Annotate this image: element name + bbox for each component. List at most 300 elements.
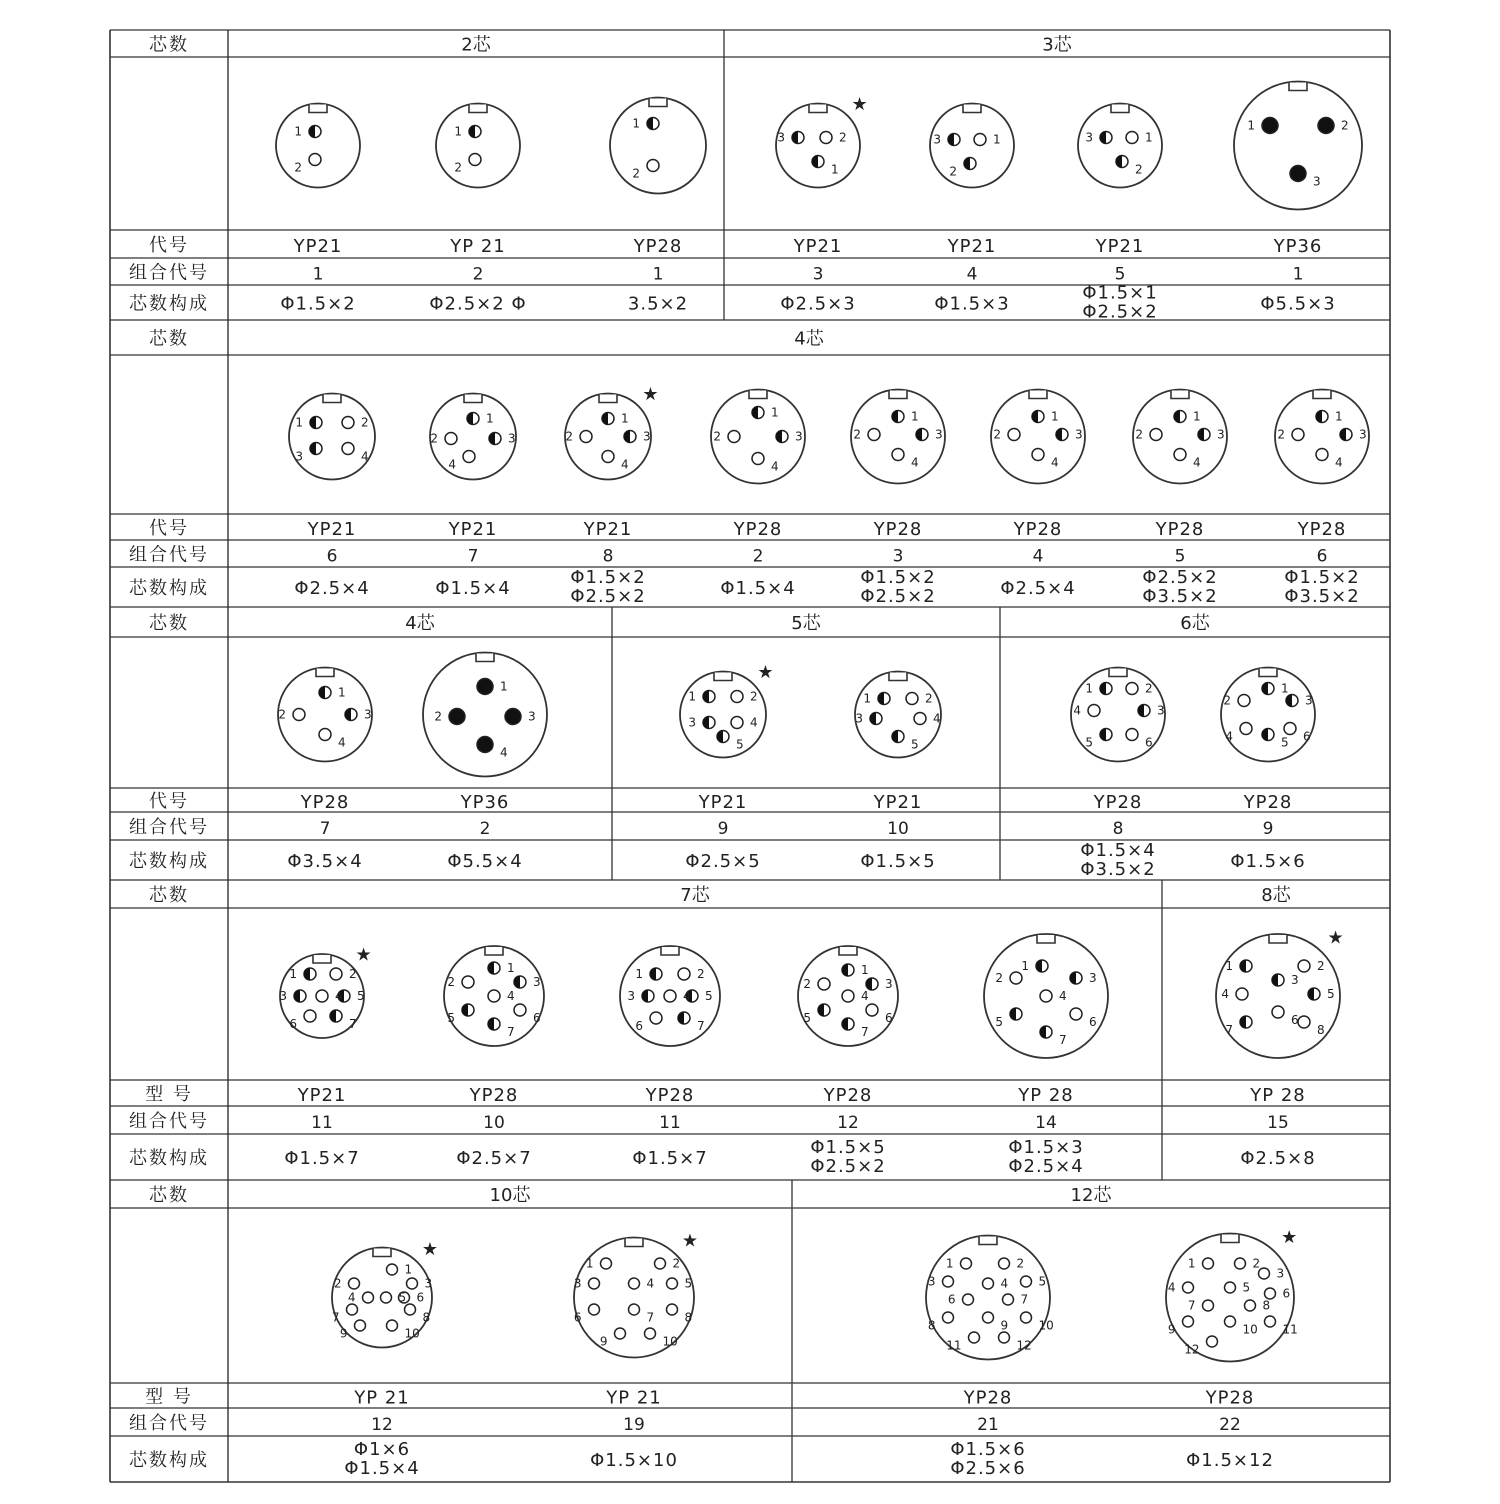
pin-number: 7 bbox=[1187, 1298, 1196, 1313]
pin-contact bbox=[316, 990, 328, 1002]
model-code: YP21 bbox=[448, 519, 498, 540]
pin-contact bbox=[601, 1258, 612, 1269]
connector-outline bbox=[276, 104, 360, 188]
pin-contact bbox=[842, 990, 854, 1002]
pin-contact bbox=[1316, 449, 1328, 461]
group-title: 4芯 bbox=[405, 613, 435, 634]
key-notch bbox=[809, 105, 827, 113]
core-config-value: Φ1.5×12 bbox=[1186, 1450, 1274, 1471]
pin-contact bbox=[342, 443, 354, 455]
connector-diagram bbox=[1221, 668, 1315, 762]
pin-contact bbox=[667, 1278, 678, 1289]
star-mark: ★ bbox=[851, 93, 868, 115]
pin-number: 9 bbox=[599, 1334, 608, 1349]
core-config-value: Φ3.5×2 bbox=[1284, 586, 1360, 607]
pin-number: 10 bbox=[1038, 1318, 1054, 1333]
pin-number: 6 bbox=[1303, 729, 1311, 744]
pin-number: 9 bbox=[1000, 1318, 1009, 1333]
pin-number: 1 bbox=[585, 1256, 594, 1271]
pin-contact bbox=[1183, 1316, 1194, 1327]
pin-number: 2 bbox=[294, 160, 302, 175]
pin-contact bbox=[650, 1012, 662, 1024]
connector-diagram bbox=[276, 104, 360, 188]
star-mark: ★ bbox=[681, 1230, 699, 1252]
pin-number: 7 bbox=[1225, 1023, 1233, 1037]
model-code: YP28 bbox=[1013, 519, 1063, 540]
pin-number: 2 bbox=[349, 967, 357, 981]
star-mark: ★ bbox=[1281, 1227, 1298, 1249]
pin-contact bbox=[407, 1278, 418, 1289]
core-config-value: Φ1.5×4 bbox=[1080, 840, 1156, 861]
pin-contact bbox=[892, 449, 904, 461]
core-config-value: Φ1.5×4 bbox=[720, 578, 796, 599]
core-config-value: Φ2.5×3 bbox=[780, 293, 856, 315]
pin-contact bbox=[1240, 723, 1252, 735]
pin-contact bbox=[462, 976, 474, 988]
model-code: YP 28 bbox=[1250, 1085, 1306, 1106]
pin-number: 4 bbox=[933, 711, 941, 726]
pin-contact bbox=[1272, 1006, 1284, 1018]
pin-contact bbox=[629, 1304, 640, 1315]
pin-contact bbox=[477, 679, 493, 695]
key-notch bbox=[485, 947, 503, 955]
core-config-value: Φ2.5×2 Φ bbox=[429, 293, 527, 315]
pin-number: 7 bbox=[1059, 1033, 1067, 1047]
pin-contact bbox=[580, 431, 592, 443]
pin-contact bbox=[961, 1258, 972, 1269]
label-core-config: 芯数构成 bbox=[129, 578, 209, 599]
pin-contact bbox=[319, 729, 331, 741]
connector-diagram bbox=[798, 946, 898, 1046]
core-config-value: Φ2.5×8 bbox=[1240, 1148, 1316, 1169]
connector-diagram bbox=[1234, 82, 1362, 210]
model-code: YP21 bbox=[1095, 236, 1145, 257]
pin-number: 2 bbox=[1277, 427, 1285, 442]
pin-number: 1 bbox=[635, 967, 643, 981]
label-combo-code: 组合代号 bbox=[129, 262, 209, 284]
model-code: YP36 bbox=[460, 792, 510, 813]
pin-contact bbox=[1207, 1336, 1218, 1347]
label-model: 代号 bbox=[149, 791, 189, 812]
model-code: YP21 bbox=[793, 236, 843, 257]
pin-number: 5 bbox=[447, 1011, 455, 1025]
pin-contact bbox=[645, 1328, 656, 1339]
core-config-value: Φ1.5×2 bbox=[1284, 567, 1360, 588]
pin-number: 2 bbox=[750, 689, 758, 704]
pin-number: 7 bbox=[349, 1017, 357, 1031]
connector-outline bbox=[1078, 104, 1162, 188]
pin-contact bbox=[1259, 1268, 1270, 1279]
label-model: 型 号 bbox=[145, 1386, 193, 1408]
pin-number: 3 bbox=[1085, 130, 1093, 145]
combo-code: 10 bbox=[483, 1113, 505, 1133]
pin-number: 2 bbox=[1145, 681, 1153, 696]
pin-number: 6 bbox=[885, 1011, 893, 1025]
key-notch bbox=[963, 105, 981, 113]
pin-number: 3 bbox=[795, 429, 803, 444]
pin-number: 10 bbox=[662, 1334, 678, 1349]
connector-diagram bbox=[1275, 390, 1369, 484]
pin-contact bbox=[1183, 1282, 1194, 1293]
pin-contact bbox=[1292, 429, 1304, 441]
combo-code: 1 bbox=[312, 264, 324, 285]
pin-contact bbox=[1126, 729, 1138, 741]
core-config-value: Φ2.5×2 bbox=[570, 586, 646, 607]
pin-number: 10 bbox=[404, 1326, 420, 1341]
connector-diagram bbox=[991, 390, 1085, 484]
pin-contact bbox=[866, 1004, 878, 1016]
key-notch bbox=[476, 654, 494, 662]
core-config-value: Φ1.5×2 bbox=[280, 293, 356, 315]
group-title: 7芯 bbox=[680, 885, 710, 906]
pin-number: 11 bbox=[946, 1338, 962, 1353]
pin-number: 3 bbox=[688, 715, 696, 730]
core-config-value: Φ2.5×2 bbox=[1082, 301, 1158, 323]
pin-number: 2 bbox=[672, 1256, 681, 1271]
pin-number: 8 bbox=[1262, 1298, 1271, 1313]
core-config-value: Φ1.5×4 bbox=[344, 1458, 420, 1479]
pin-contact bbox=[1010, 972, 1022, 984]
group-title: 8芯 bbox=[1261, 885, 1291, 906]
pin-number: 4 bbox=[448, 457, 456, 472]
pin-contact bbox=[1225, 1316, 1236, 1327]
star-mark: ★ bbox=[642, 383, 659, 405]
pin-contact bbox=[914, 713, 926, 725]
pin-number: 4 bbox=[347, 1290, 356, 1305]
label-combo-code: 组合代号 bbox=[129, 1413, 209, 1434]
model-code: YP28 bbox=[733, 519, 783, 540]
pin-contact bbox=[1235, 1258, 1246, 1269]
key-notch bbox=[1111, 105, 1129, 113]
connector-diagram bbox=[984, 934, 1108, 1058]
key-notch bbox=[1037, 935, 1055, 943]
pin-number: 10 bbox=[1242, 1322, 1258, 1337]
pin-contact bbox=[1298, 960, 1310, 972]
pin-number: 3 bbox=[777, 130, 785, 145]
model-code: YP21 bbox=[307, 519, 357, 540]
pin-number: 1 bbox=[1225, 959, 1233, 973]
connector-outline bbox=[565, 394, 651, 480]
pin-number: 1 bbox=[688, 689, 696, 704]
core-config-value: Φ5.5×4 bbox=[447, 851, 523, 872]
group-title: 10芯 bbox=[489, 1185, 531, 1206]
pin-number: 8 bbox=[422, 1310, 431, 1325]
core-config-value: Φ3.5×2 bbox=[1142, 586, 1218, 607]
pin-contact bbox=[1245, 1300, 1256, 1311]
pin-contact bbox=[1203, 1258, 1214, 1269]
pin-number: 8 bbox=[1317, 1023, 1325, 1037]
core-config-value: Φ2.5×2 bbox=[860, 586, 936, 607]
pin-number: 3 bbox=[1305, 693, 1313, 708]
pin-number: 2 bbox=[925, 691, 933, 706]
connector-outline bbox=[776, 104, 860, 188]
key-notch bbox=[309, 105, 327, 113]
pin-contact bbox=[342, 417, 354, 429]
core-config-value: Φ2.5×4 bbox=[1000, 578, 1076, 599]
pin-number: 3 bbox=[1217, 427, 1225, 442]
pin-number: 4 bbox=[1221, 987, 1229, 1001]
core-config-value: Φ3.5×2 bbox=[1080, 859, 1156, 880]
model-code: YP28 bbox=[963, 1387, 1013, 1409]
pin-contact bbox=[731, 691, 743, 703]
key-notch bbox=[1171, 391, 1189, 399]
pin-contact bbox=[752, 453, 764, 465]
core-config-value: Φ2.5×2 bbox=[1142, 567, 1218, 588]
connector-diagram bbox=[436, 104, 520, 188]
pin-number: 3 bbox=[1359, 427, 1367, 442]
key-notch bbox=[649, 99, 667, 107]
pin-number: 7 bbox=[1020, 1292, 1029, 1307]
pin-number: 2 bbox=[333, 1276, 342, 1291]
label-core-config: 芯数构成 bbox=[129, 1450, 209, 1471]
pin-number: 8 bbox=[927, 1318, 936, 1333]
label-combo-code: 组合代号 bbox=[129, 1111, 209, 1132]
pin-number: 4 bbox=[771, 459, 779, 474]
pin-number: 6 bbox=[1282, 1286, 1291, 1301]
key-notch bbox=[661, 947, 679, 955]
model-code: YP21 bbox=[873, 792, 923, 813]
pin-contact bbox=[463, 451, 475, 463]
pin-number: 8 bbox=[684, 1310, 693, 1325]
pin-number: 4 bbox=[750, 715, 758, 730]
combo-code: 5 bbox=[1114, 264, 1126, 285]
model-code: YP28 bbox=[633, 236, 683, 257]
model-code: YP21 bbox=[293, 236, 343, 257]
pin-number: 1 bbox=[1085, 681, 1093, 696]
pin-number: 5 bbox=[684, 1276, 693, 1291]
pin-number: 6 bbox=[1089, 1015, 1097, 1029]
combo-code: 5 bbox=[1174, 546, 1186, 567]
key-notch bbox=[1269, 935, 1287, 943]
combo-code: 9 bbox=[717, 819, 729, 839]
pin-contact bbox=[906, 693, 918, 705]
pin-number: 4 bbox=[500, 745, 508, 760]
key-notch bbox=[1289, 83, 1307, 91]
combo-code: 8 bbox=[602, 546, 614, 567]
connector-outline bbox=[991, 390, 1085, 484]
pin-number: 12 bbox=[1184, 1342, 1200, 1357]
connector-diagram bbox=[1133, 390, 1227, 484]
pin-number: 1 bbox=[507, 961, 515, 975]
pin-contact bbox=[347, 1304, 358, 1315]
pin-number: 1 bbox=[945, 1256, 954, 1271]
group-title: 6芯 bbox=[1180, 613, 1210, 634]
key-notch bbox=[625, 1239, 643, 1247]
connector-outline bbox=[436, 104, 520, 188]
pin-number: 3 bbox=[533, 975, 541, 989]
connector-diagram bbox=[289, 394, 375, 480]
pin-number: 12 bbox=[1016, 1338, 1032, 1353]
star-mark: ★ bbox=[355, 944, 372, 966]
pin-contact bbox=[293, 709, 305, 721]
connector-diagram bbox=[851, 390, 945, 484]
pin-contact bbox=[449, 709, 465, 725]
pin-number: 2 bbox=[803, 977, 811, 991]
pin-number: 3 bbox=[1089, 971, 1097, 985]
core-config-value: Φ2.5×5 bbox=[685, 851, 761, 872]
label-model: 型 号 bbox=[145, 1084, 193, 1105]
section-4 bbox=[280, 934, 1340, 1058]
core-config-value: Φ2.5×2 bbox=[810, 1156, 886, 1177]
label-core-count: 芯数 bbox=[149, 1185, 189, 1206]
pin-number: 2 bbox=[434, 709, 442, 724]
pin-contact bbox=[1238, 695, 1250, 707]
star-mark: ★ bbox=[1327, 927, 1344, 949]
pin-number: 5 bbox=[1085, 735, 1093, 750]
pin-number: 2 bbox=[1135, 427, 1143, 442]
pin-contact bbox=[1174, 449, 1186, 461]
combo-code: 8 bbox=[1112, 819, 1124, 839]
connector-outline bbox=[1234, 82, 1362, 210]
pin-number: 2 bbox=[993, 427, 1001, 442]
pin-number: 6 bbox=[573, 1310, 582, 1325]
connector-outline bbox=[278, 668, 372, 762]
pin-number: 3 bbox=[935, 427, 943, 442]
core-config-value: Φ1×6 bbox=[353, 1439, 411, 1460]
model-code: YP28 bbox=[1155, 519, 1205, 540]
key-notch bbox=[323, 395, 341, 403]
pin-contact bbox=[963, 1294, 974, 1305]
pin-contact bbox=[1318, 118, 1334, 134]
key-notch bbox=[839, 947, 857, 955]
pin-number: 3 bbox=[1276, 1266, 1285, 1281]
pin-number: 7 bbox=[646, 1310, 655, 1325]
pin-contact bbox=[1284, 723, 1296, 735]
pin-contact bbox=[330, 968, 342, 980]
pin-number: 4 bbox=[335, 989, 343, 1003]
pin-number: 1 bbox=[289, 967, 297, 981]
pin-number: 3 bbox=[295, 449, 303, 464]
pin-contact bbox=[655, 1258, 666, 1269]
pin-contact bbox=[1032, 449, 1044, 461]
pin-contact bbox=[602, 451, 614, 463]
pin-number: 2 bbox=[697, 967, 705, 981]
core-config-value: Φ1.5×5 bbox=[860, 851, 936, 872]
core-config-value: Φ1.5×7 bbox=[632, 1148, 708, 1169]
label-core-count: 芯数 bbox=[149, 613, 189, 634]
key-notch bbox=[714, 673, 732, 681]
core-config-value: Φ1.5×2 bbox=[570, 567, 646, 588]
pin-number: 5 bbox=[911, 737, 919, 752]
pin-number: 1 bbox=[1247, 118, 1255, 133]
group-title: 4芯 bbox=[794, 328, 824, 350]
pin-contact bbox=[999, 1258, 1010, 1269]
model-code: YP28 bbox=[300, 792, 350, 813]
core-config-value: Φ2.5×4 bbox=[1008, 1156, 1084, 1177]
model-code: YP21 bbox=[698, 792, 748, 813]
pin-number: 4 bbox=[338, 735, 346, 750]
pin-number: 6 bbox=[1145, 735, 1153, 750]
core-config-value: Φ1.5×3 bbox=[1008, 1137, 1084, 1158]
core-config-value: Φ3.5×4 bbox=[287, 851, 363, 872]
key-notch bbox=[373, 1249, 391, 1257]
connector-diagram bbox=[855, 672, 941, 758]
pin-contact bbox=[355, 1320, 366, 1331]
connector-diagram bbox=[1216, 934, 1340, 1058]
key-notch bbox=[1259, 669, 1277, 677]
pin-number: 1 bbox=[861, 963, 869, 977]
pin-contact bbox=[387, 1320, 398, 1331]
key-notch bbox=[889, 673, 907, 681]
pin-number: 3 bbox=[627, 989, 635, 1003]
combo-code: 1 bbox=[1292, 264, 1304, 285]
pin-number: 4 bbox=[1335, 455, 1343, 470]
pin-number: 1 bbox=[911, 409, 919, 424]
label-core-config: 芯数构成 bbox=[129, 851, 209, 872]
pin-number: 5 bbox=[1281, 735, 1289, 750]
pin-number: 4 bbox=[911, 455, 919, 470]
star-mark: ★ bbox=[421, 1239, 439, 1260]
pin-number: 5 bbox=[1038, 1274, 1047, 1289]
pin-contact bbox=[1150, 429, 1162, 441]
pin-contact bbox=[943, 1276, 954, 1287]
pin-number: 1 bbox=[1021, 959, 1029, 973]
pin-number: 1 bbox=[1145, 130, 1153, 145]
combo-code: 1 bbox=[652, 264, 664, 285]
connector-outline bbox=[1221, 668, 1315, 762]
pin-number: 1 bbox=[1281, 681, 1289, 696]
connector-diagram bbox=[930, 104, 1014, 188]
key-notch bbox=[979, 1237, 997, 1245]
pin-number: 2 bbox=[1252, 1256, 1261, 1271]
pin-number: 4 bbox=[1167, 1280, 1176, 1295]
key-notch bbox=[469, 105, 487, 113]
label-core-count: 芯数 bbox=[149, 328, 189, 350]
pin-contact bbox=[381, 1292, 392, 1303]
pin-number: 5 bbox=[995, 1015, 1003, 1029]
pin-number: 9 bbox=[339, 1326, 348, 1341]
connector-outline bbox=[430, 394, 516, 480]
pin-number: 3 bbox=[1075, 427, 1083, 442]
pin-number: 2 bbox=[1341, 118, 1349, 133]
connector-outline bbox=[1275, 390, 1369, 484]
connector-outline bbox=[930, 104, 1014, 188]
pin-number: 7 bbox=[861, 1025, 869, 1039]
pin-contact bbox=[868, 429, 880, 441]
pin-contact bbox=[1021, 1312, 1032, 1323]
pin-number: 4 bbox=[861, 989, 869, 1003]
pin-number: 3 bbox=[279, 989, 287, 1003]
pin-number: 3 bbox=[508, 431, 516, 446]
pin-contact bbox=[1265, 1288, 1276, 1299]
model-code: YP 28 bbox=[1018, 1085, 1074, 1106]
pin-contact bbox=[983, 1278, 994, 1289]
pin-number: 4 bbox=[1225, 729, 1233, 744]
label-core-count: 芯数 bbox=[149, 34, 189, 56]
connector-diagram bbox=[680, 672, 766, 758]
pin-contact bbox=[667, 1304, 678, 1315]
combo-code: 9 bbox=[1262, 819, 1274, 839]
pin-number: 1 bbox=[295, 415, 303, 430]
pin-number: 3 bbox=[573, 1276, 582, 1291]
pin-contact bbox=[363, 1292, 374, 1303]
pin-number: 3 bbox=[1291, 973, 1299, 987]
pin-number: 1 bbox=[294, 124, 302, 139]
pin-number: 5 bbox=[736, 737, 744, 752]
label-core-config: 芯数构成 bbox=[129, 293, 209, 315]
pin-number: 3 bbox=[528, 709, 536, 724]
connector-diagram bbox=[444, 946, 544, 1046]
connector-diagram bbox=[1078, 104, 1162, 188]
pin-contact bbox=[1070, 1008, 1082, 1020]
combo-code: 14 bbox=[1035, 1113, 1057, 1133]
pin-number: 11 bbox=[1282, 1322, 1298, 1337]
pin-contact bbox=[589, 1304, 600, 1315]
pin-contact bbox=[974, 134, 986, 146]
pin-number: 2 bbox=[949, 164, 957, 179]
pin-number: 3 bbox=[885, 977, 893, 991]
pin-number: 3 bbox=[1313, 174, 1321, 189]
